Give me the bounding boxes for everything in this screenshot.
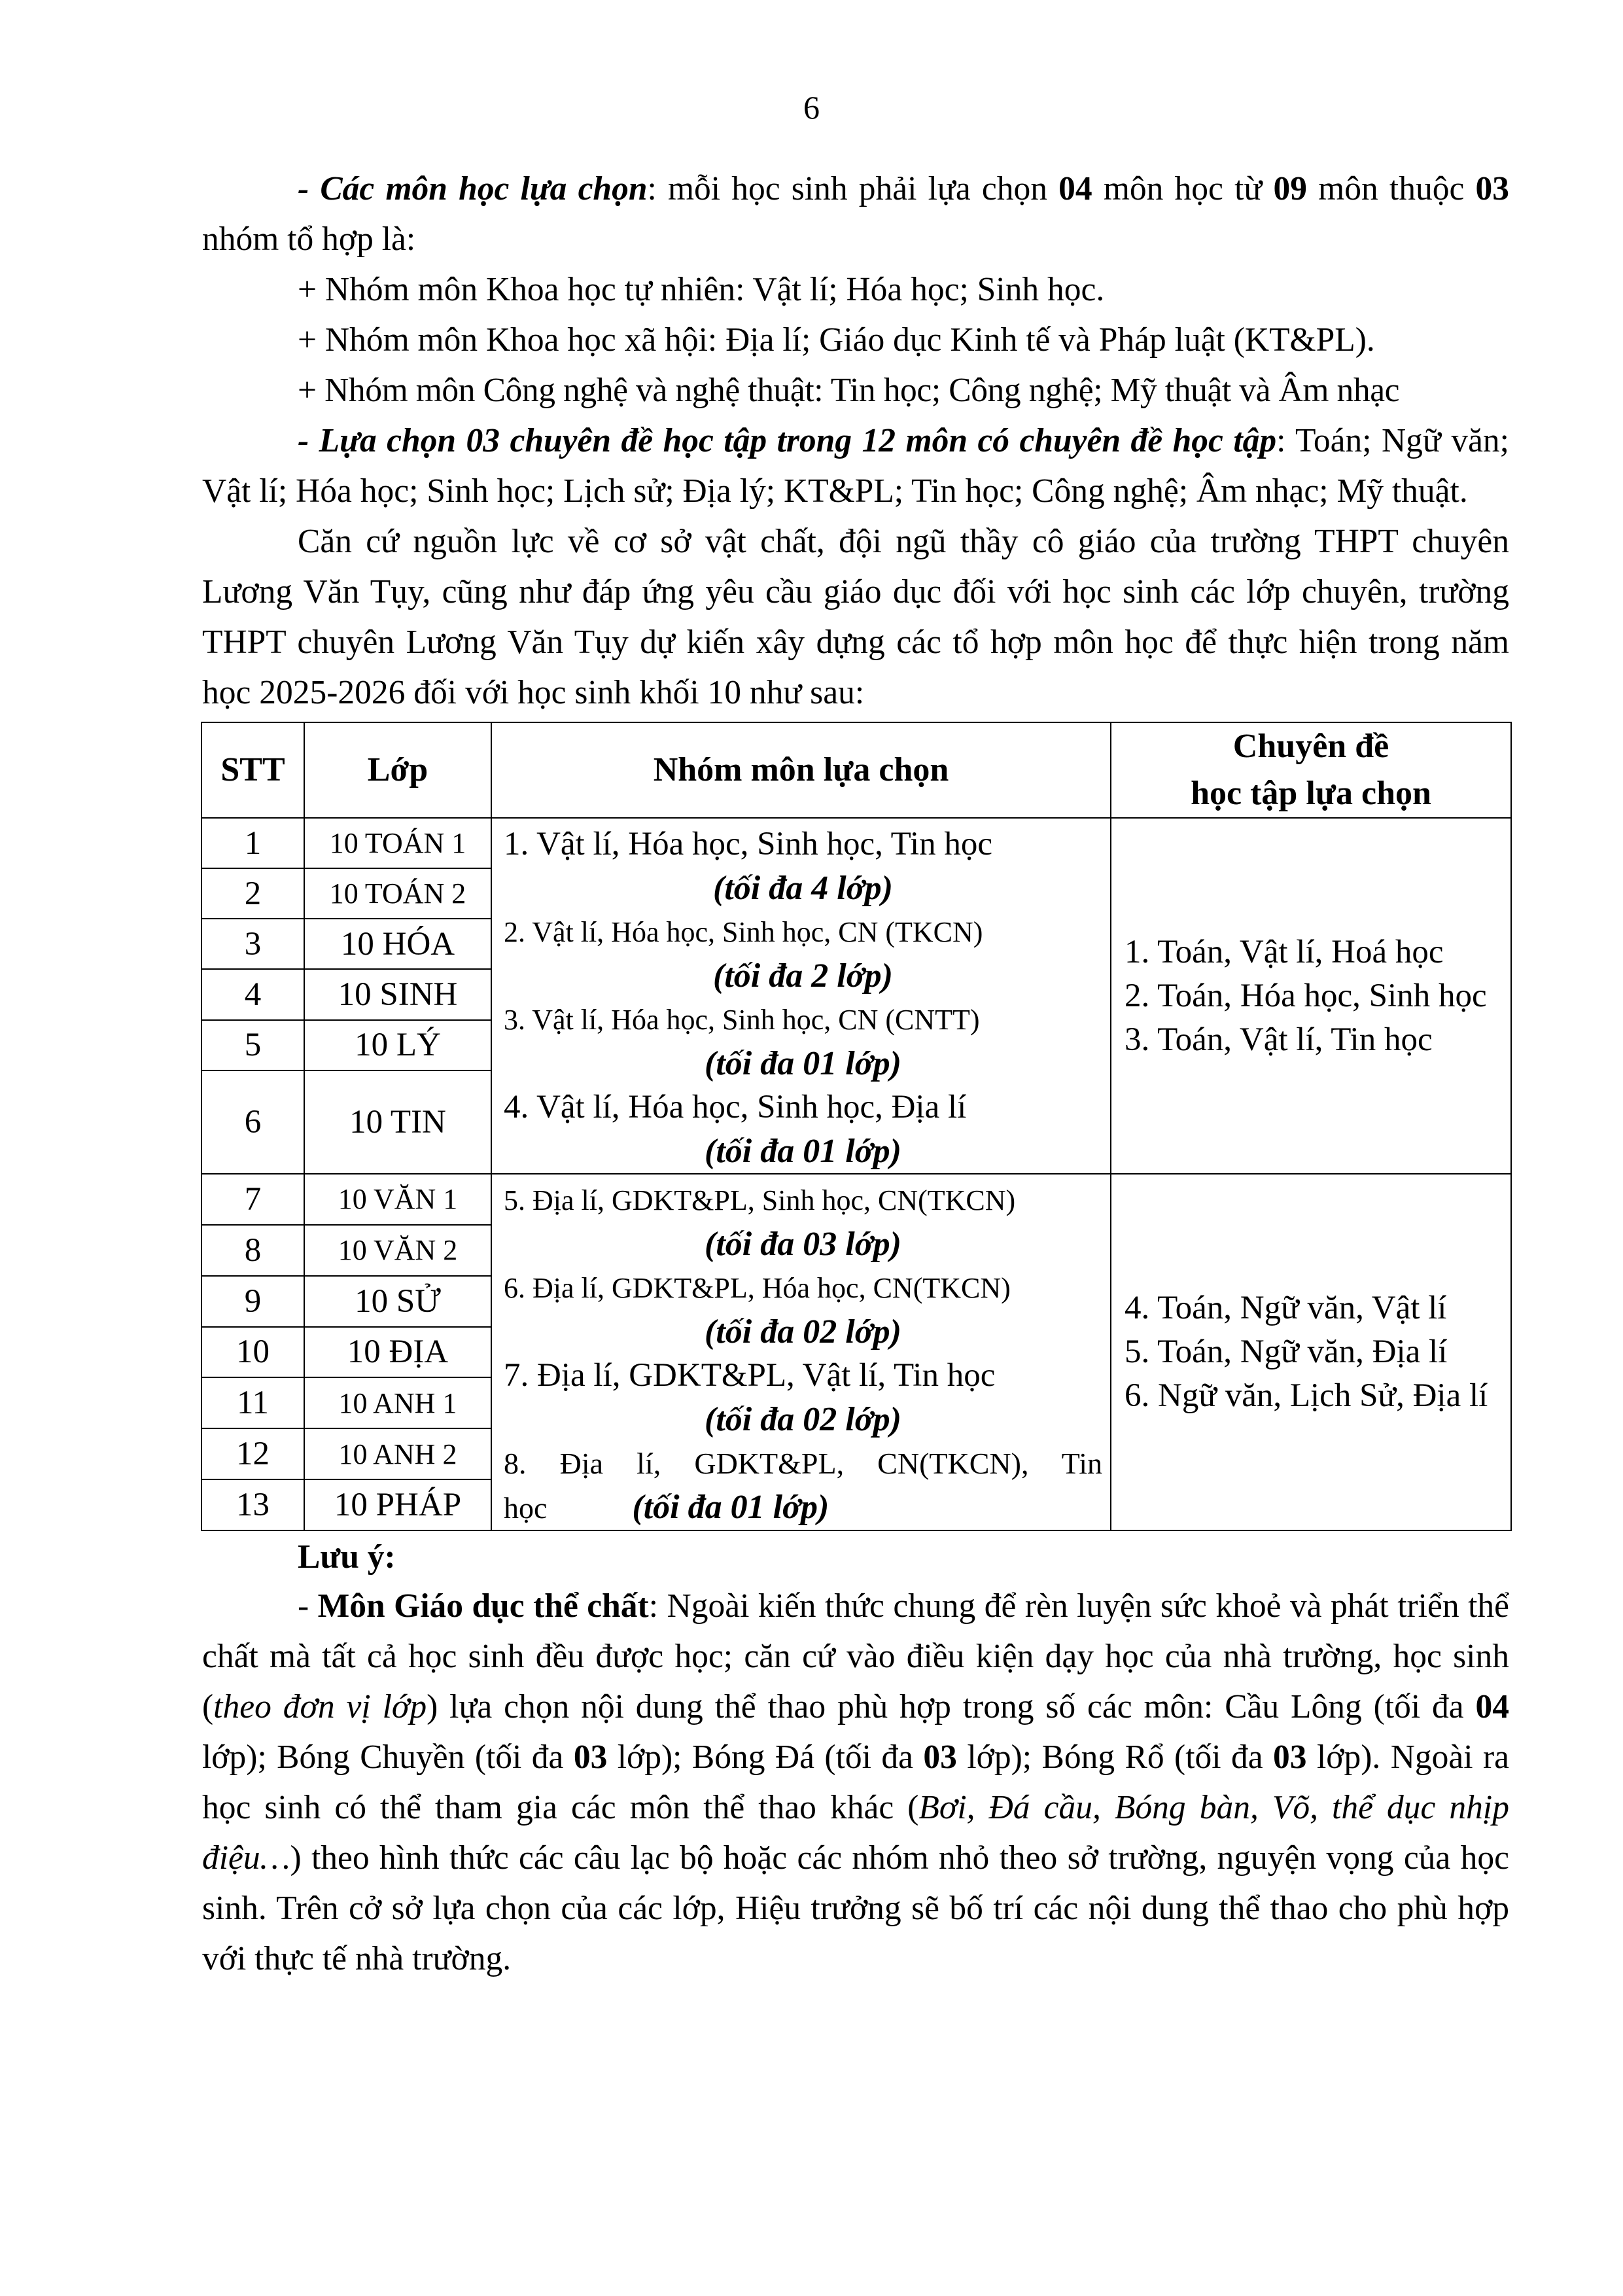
- pe-text: ) theo hình thức các câu lạc bộ hoặc các nhóm nhỏ theo sở trường, nguyện vọng của học sinh. Trên cở sở lựa chọn của các lớp, Hiệu trưởng sẽ bố trí các nội dung thể thao cho phù hợp với thực tế nhà trường.: [202, 1839, 1509, 1977]
- cell-stt: 4: [201, 969, 304, 1019]
- elective-groups-count: 03: [1475, 170, 1509, 207]
- pe-number: 04: [1475, 1688, 1509, 1725]
- topics-text: : Toán; Ngữ văn; Vật lí; Hóa học; Sinh học; Lịch sử; Địa lý; KT&PL; Tin học; Công nghệ; Âm nhạc; Mỹ thuật.: [202, 422, 1509, 510]
- topic-item: 5. Toán, Ngữ văn, Địa lí: [1125, 1333, 1448, 1370]
- group-name: 7. Địa lí, GDKT&PL, Vật lí, Tin học: [504, 1357, 996, 1394]
- header-chuyen-de-line2: học tập lựa chọn: [1191, 775, 1431, 812]
- cell-stt: 10: [201, 1327, 304, 1378]
- elective-paragraph: [202, 164, 1509, 264]
- group-limit: (tối đa 01 lớp): [705, 1133, 901, 1170]
- cell-stt: 7: [201, 1174, 304, 1225]
- note-pe-paragraph: - Môn Giáo dục thể chất: Ngoài kiến thức chung để rèn luyện sức khoẻ và phát triển thể chất mà tất cả học sinh đều được học; căn cứ vào điều kiện dạy học của nhà trường, học sinh (theo đơn vị lớp) lựa chọn nội dung thể thao phù hợp trong số các môn: Cầu Lông (tối đa 04 lớp); Bóng Chuyền (tối đa 03 lớp); Bóng Đá (tối đa 03 lớp); Bóng Rổ (tối đa 03 lớp). Ngoài ra học sinh có thể tham gia các môn thể thao khác (Bơi, Đá cầu, Bóng bàn, Võ, thể dục nhịp điệu…) theo hình thức các câu lạc bộ hoặc các nhóm nhỏ theo sở trường, nguyện vọng của học sinh. Trên cở sở lựa chọn của các lớp, Hiệu trưởng sẽ bố trí các nội dung thể thao cho phù hợp với thực tế nhà trường.: [202, 1587, 1510, 1977]
- cell-stt: 5: [201, 1020, 304, 1070]
- group-limit: (tối đa 01 lớp): [705, 1045, 901, 1082]
- cell-stt: 9: [201, 1276, 304, 1327]
- pe-text: lớp). Ngoài ra học sinh có thể tham gia các môn thể thao khác (: [202, 1739, 1510, 1826]
- elective-text: nhóm tổ hợp là:: [202, 221, 416, 258]
- header-lop: Lớp: [304, 722, 491, 818]
- cell-stt: 3: [201, 919, 304, 969]
- group-limit: (tối đa 02 lớp): [705, 1401, 901, 1438]
- subject-combination-table: [201, 722, 1512, 1531]
- elective-text: môn thuộc: [1306, 170, 1476, 207]
- elective-text: : mỗi học sinh phải lựa chọn: [647, 170, 1059, 207]
- pe-text: lớp); Bóng Rổ (tối đa: [956, 1739, 1274, 1776]
- topic-item: 6. Ngữ văn, Lịch Sử, Địa lí: [1125, 1377, 1488, 1414]
- cell-stt: 1: [201, 818, 304, 868]
- cell-stt: 11: [201, 1377, 304, 1428]
- cell-lop: 10 HÓA: [304, 919, 491, 969]
- pe-number: 03: [923, 1739, 957, 1776]
- header-chuyen-de: [1111, 722, 1511, 818]
- elective-total: 09: [1273, 170, 1307, 207]
- header-nhom: Nhóm môn lựa chọn: [491, 722, 1111, 818]
- group-name: 1. Vật lí, Hóa học, Sinh học, Tin học: [504, 826, 993, 862]
- cell-lop: 10 ANH 1: [304, 1377, 491, 1428]
- cell-lop: 10 TOÁN 1: [304, 818, 491, 868]
- group-limit: (tối đa 02 lớp): [705, 1313, 901, 1351]
- cell-groups-block-a: [491, 818, 1111, 1174]
- page-number: 6: [803, 89, 820, 126]
- cell-lop: 10 SINH: [304, 969, 491, 1019]
- cell-lop: 10 SỬ: [304, 1276, 491, 1327]
- note-title: Lưu ý:: [298, 1538, 396, 1576]
- cell-topics-block-b: [1111, 1174, 1511, 1530]
- group-name: 2. Vật lí, Hóa học, Sinh học, CN (TKCN): [504, 916, 983, 948]
- pe-text: ) lựa chọn nội dung thể thao phù hợp trong số các môn: Cầu Lông (tối đa: [427, 1688, 1476, 1725]
- pe-text: : Ngoài kiến thức chung để rèn luyện sức khoẻ và phát triển thể chất mà tất cả học sinh đều được học; căn cứ vào điều kiện dạy học của nhà trường, học sinh (: [202, 1587, 1509, 1725]
- cell-lop: 10 ANH 2: [304, 1428, 491, 1479]
- group-limit: (tối đa 01 lớp): [632, 1489, 829, 1526]
- cell-stt: 12: [201, 1428, 304, 1479]
- cell-lop: 10 TIN: [304, 1070, 491, 1174]
- group-technology-arts: + Nhóm môn Công nghệ và nghệ thuật: Tin học; Công nghệ; Mỹ thuật và Âm nhạc: [298, 372, 1400, 409]
- group-last: [504, 1441, 1102, 1530]
- topic-item: 1. Toán, Vật lí, Hoá học: [1125, 933, 1444, 970]
- group-name: 3. Vật lí, Hóa học, Sinh học, CN (CNTT): [504, 1004, 980, 1036]
- cell-lop: 10 TOÁN 2: [304, 868, 491, 919]
- pe-italic: Bơi, Đá cầu, Bóng bàn, Võ, thể dục nhịp điệu…: [202, 1789, 1509, 1877]
- pe-text: lớp); Bóng Đá (tối đa: [607, 1739, 924, 1776]
- table-row: [201, 818, 1511, 868]
- intro-paragraph: Căn cứ nguồn lực về cơ sở vật chất, đội ngũ thầy cô giáo của trường THPT chuyên Lương Văn Tụy, cũng như đáp ứng yêu cầu giáo dục đối với học sinh các lớp chuyên, trường THPT chuyên Lương Văn Tụy dự kiến xây dựng các tổ hợp môn học để thực hiện trong năm học 2025-2026 đối với học sinh khối 10 như sau:: [202, 523, 1509, 711]
- group-social-sciences: + Nhóm môn Khoa học xã hội: Địa lí; Giáo dục Kinh tế và Pháp luật (KT&PL).: [298, 321, 1375, 359]
- page-content: [202, 164, 1509, 1984]
- group-name: 8. Địa lí, GDKT&PL, CN(TKCN), Tin học: [504, 1447, 1102, 1525]
- pe-italic: theo đơn vị lớp: [213, 1688, 427, 1725]
- topic-item: 4. Toán, Ngữ văn, Vật lí: [1125, 1290, 1447, 1326]
- cell-lop: 10 LÝ: [304, 1020, 491, 1070]
- group-limit: (tối đa 03 lớp): [705, 1226, 901, 1263]
- pe-number: 03: [1273, 1739, 1307, 1776]
- pe-number: 03: [573, 1739, 608, 1776]
- elective-label: - Các môn học lựa chọn: [298, 170, 648, 207]
- elective-count: 04: [1058, 170, 1092, 207]
- cell-stt: 13: [201, 1479, 304, 1530]
- table-row: [201, 1174, 1511, 1225]
- header-stt: STT: [201, 722, 304, 818]
- group-name: 5. Địa lí, GDKT&PL, Sinh học, CN(TKCN): [504, 1184, 1016, 1216]
- group-limit: (tối đa 4 lớp): [713, 870, 893, 907]
- topics-paragraph: [202, 415, 1509, 516]
- topics-label: - Lựa chọn 03 chuyên đề học tập trong 12 môn có chuyên đề học tập: [298, 422, 1277, 459]
- header-chuyen-de-line1: Chuyên đề: [1232, 728, 1389, 765]
- cell-stt: 8: [201, 1225, 304, 1276]
- pe-text: lớp); Bóng Chuyền (tối đa: [202, 1739, 574, 1776]
- cell-stt: 6: [201, 1070, 304, 1174]
- group-name: 4. Vật lí, Hóa học, Sinh học, Địa lí: [504, 1089, 967, 1125]
- cell-stt: 2: [201, 868, 304, 919]
- cell-topics-block-a: [1111, 818, 1511, 1174]
- cell-lop: 10 VĂN 1: [304, 1174, 491, 1225]
- cell-lop: 10 VĂN 2: [304, 1225, 491, 1276]
- group-limit: (tối đa 2 lớp): [713, 957, 893, 995]
- cell-lop: 10 PHÁP: [304, 1479, 491, 1530]
- cell-lop: 10 ĐỊA: [304, 1327, 491, 1378]
- table-header-row: [201, 722, 1511, 818]
- topic-item: 3. Toán, Vật lí, Tin học: [1125, 1021, 1433, 1058]
- cell-groups-block-b: [491, 1174, 1111, 1530]
- topic-item: 2. Toán, Hóa học, Sinh học: [1125, 977, 1487, 1014]
- group-natural-sciences: + Nhóm môn Khoa học tự nhiên: Vật lí; Hóa học; Sinh học.: [298, 271, 1105, 308]
- group-name: 6. Địa lí, GDKT&PL, Hóa học, CN(TKCN): [504, 1272, 1011, 1304]
- pe-label: Môn Giáo dục thể chất: [317, 1587, 649, 1625]
- elective-text: môn học từ: [1092, 170, 1274, 207]
